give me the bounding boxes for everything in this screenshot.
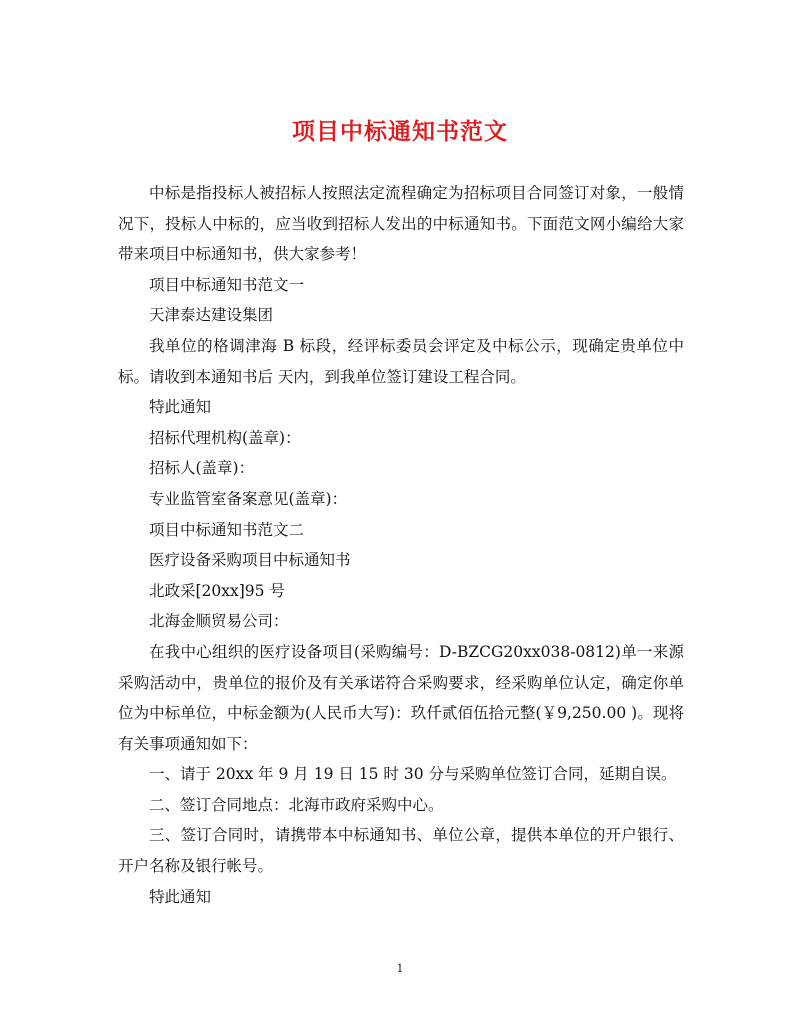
closing-one: 特此通知 <box>149 398 212 417</box>
notice-paragraph-two: 在我中心组织的医疗设备项目(采购编号：D-BZCG20xx038-0812)单一来源采购活动中，贵单位的报价及有关承诺符合采购要求，经采购单位认定，确定你单位为中标单位，中标金额为(人民币大写)：玖仟贰佰伍拾元整(￥9,250.00 )。现将有关事项通知如下： <box>118 642 684 753</box>
intro-paragraph: 中标是指投标人被招标人按照法定流程确定为招标项目合同签订对象，一般情况下，投标人中标的，应当收到招标人发出的中标通知书。下面范文网小编给大家带来项目中标通知书，供大家参考！ <box>118 184 684 264</box>
item-one: 一、请于 20xx 年 9 月 19 日 15 时 30 分与采购单位签订合同，延期自误。 <box>149 765 677 784</box>
tenderer-seal-line: 招标人(盖章)： <box>149 459 255 478</box>
document-title: 项目中标通知书范文 <box>292 118 508 145</box>
supervision-seal-line: 专业监管室备案意见(盖章)： <box>149 489 348 508</box>
item-two: 二、签订合同地点：北海市政府采购中心。 <box>149 795 444 814</box>
document-number: 北政采[20xx]95 号 <box>149 581 285 600</box>
section-heading-two: 项目中标通知书范文二 <box>149 520 305 539</box>
notice-title-two: 医疗设备采购项目中标通知书 <box>149 551 351 570</box>
section-heading-one: 项目中标通知书范文一 <box>149 275 305 294</box>
page-number: 1 <box>396 962 404 975</box>
agency-seal-line: 招标代理机构(盖章)： <box>149 428 301 447</box>
item-three: 三、签订合同时，请携带本中标通知书、单位公章，提供本单位的开户银行、开户名称及银行帐号。 <box>118 826 684 876</box>
closing-two: 特此通知 <box>149 887 212 906</box>
recipient-one: 天津泰达建设集团 <box>149 306 274 325</box>
notice-paragraph-one: 我单位的格调津海 B 标段，经评标委员会评定及中标公示，现确定贵单位中标。请收到本通知书后 天内，到我单位签订建设工程合同。 <box>118 336 684 386</box>
recipient-two: 北海金顺贸易公司： <box>149 612 289 631</box>
document-body <box>118 178 684 912</box>
